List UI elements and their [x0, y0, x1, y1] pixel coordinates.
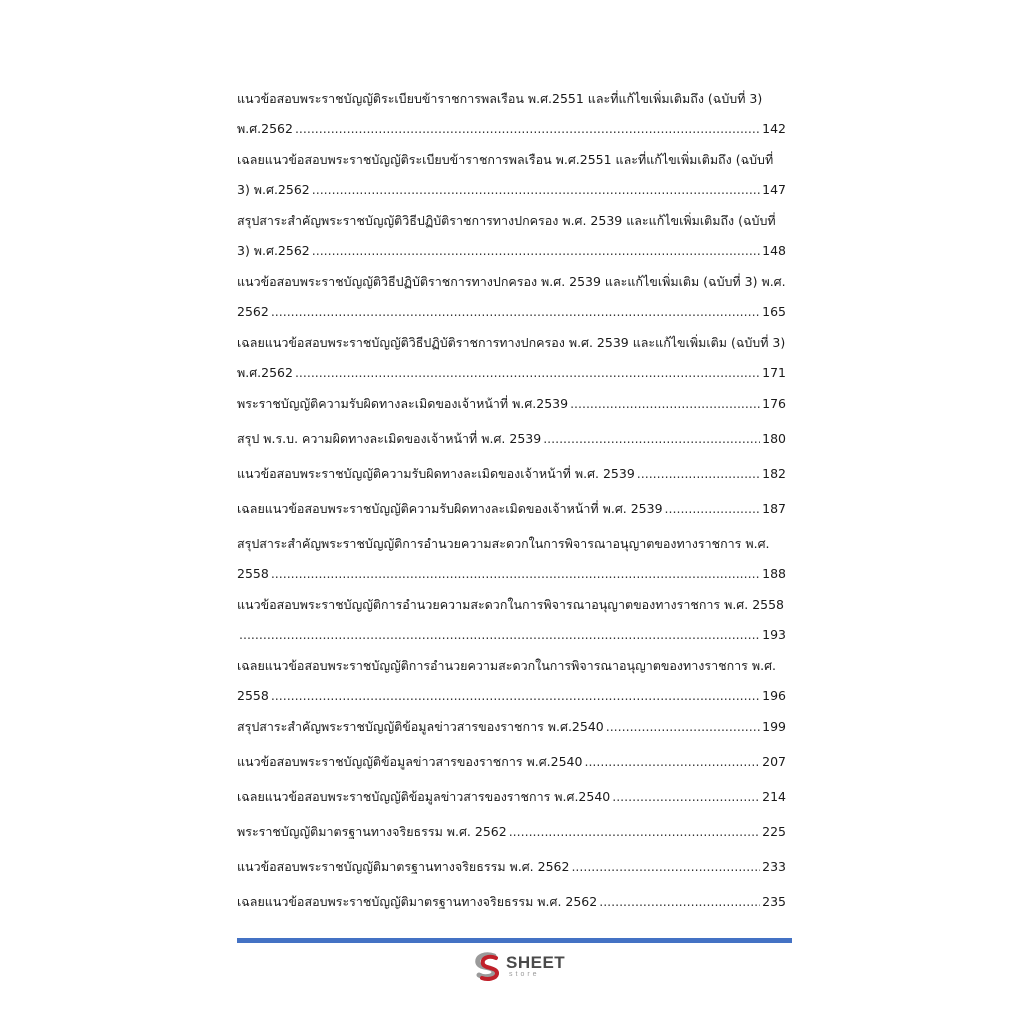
toc-entry-title: แนวข้อสอบพระราชบัญญัติความรับผิดทางละเมิดของเจ้าหน้าที่ พ.ศ. 2539: [237, 466, 635, 481]
toc-entry-title: สรุป พ.ร.บ. ความผิดทางละเมิดของเจ้าหน้าที่ พ.ศ. 2539: [237, 431, 542, 446]
toc-entry: [237, 529, 786, 590]
toc-entry: [237, 887, 786, 922]
toc-page-number: 148: [762, 243, 786, 258]
toc-entry-title: พระราชบัญญัติมาตรฐานทางจริยธรรม พ.ศ. 2562: [237, 824, 507, 839]
toc-entry-leader-line: [237, 620, 786, 650]
toc-entry-leader-line: [237, 852, 786, 882]
toc-page-number: 188: [762, 566, 786, 581]
toc-entry-leader-line: [237, 459, 786, 489]
toc-entry-title: เฉลยแนวข้อสอบพระราชบัญญัติความรับผิดทางละเมิดของเจ้าหน้าที่ พ.ศ. 2539: [237, 501, 663, 516]
toc-dot-leader: [295, 358, 760, 388]
table-of-contents: [237, 84, 786, 922]
logo-sub-text: store: [509, 971, 540, 978]
toc-entry-leader-line: [237, 681, 786, 711]
toc-entry: [237, 852, 786, 887]
toc-dot-leader: [239, 620, 760, 650]
toc-page-number: 147: [762, 182, 786, 197]
toc-entry-title-line: แนวข้อสอบพระราชบัญญัติวิธีปฏิบัติราชการทางปกครอง พ.ศ. 2539 และแก้ไขเพิ่มเติม (ฉบับที่ 3) พ.ศ.: [237, 274, 786, 289]
toc-entry-title: 2562: [237, 304, 269, 319]
toc-entry-title: พ.ศ.2562: [237, 365, 293, 380]
toc-entry-leader-line: [237, 747, 786, 777]
toc-page-number: 165: [762, 304, 786, 319]
toc-entry-title: 2558: [237, 566, 269, 581]
toc-page-number: 193: [762, 627, 786, 642]
toc-page-number: 233: [762, 859, 786, 874]
toc-entry-title: เฉลยแนวข้อสอบพระราชบัญญัติข้อมูลข่าวสารของราชการ พ.ศ.2540: [237, 789, 611, 804]
toc-entry-title: สรุปสาระสำคัญพระราชบัญญัติข้อมูลข่าวสารของราชการ พ.ศ.2540: [237, 719, 604, 734]
toc-entry-leader-line: [237, 389, 786, 419]
toc-page-number: 235: [762, 894, 786, 909]
toc-entry: [237, 712, 786, 747]
toc-entry: [237, 424, 786, 459]
toc-dot-leader: [295, 114, 760, 144]
toc-dot-leader: [665, 494, 761, 524]
sheet-store-logo: [472, 952, 565, 982]
toc-entry: [237, 206, 786, 267]
toc-entry-leader-line: [237, 175, 786, 205]
toc-entry-title: พ.ศ.2562: [237, 121, 293, 136]
toc-entry-title-line: เฉลยแนวข้อสอบพระราชบัญญัติวิธีปฏิบัติราชการทางปกครอง พ.ศ. 2539 และแก้ไขเพิ่มเติม (ฉบับที่ 3): [237, 335, 786, 350]
toc-dot-leader: [509, 817, 760, 847]
toc-page-number: 182: [762, 466, 786, 481]
toc-entry: [237, 651, 786, 712]
toc-entry-leader-line: [237, 817, 786, 847]
toc-dot-leader: [312, 175, 760, 205]
toc-entry-leader-line: [237, 236, 786, 266]
toc-page-number: 180: [762, 431, 786, 446]
toc-entry: [237, 782, 786, 817]
toc-entry-leader-line: [237, 782, 786, 812]
toc-entry-title-line: เฉลยแนวข้อสอบพระราชบัญญัติระเบียบข้าราชการพลเรือน พ.ศ.2551 และที่แก้ไขเพิ่มเติมถึง (ฉบับที่: [237, 152, 774, 167]
toc-dot-leader: [570, 389, 760, 419]
toc-entry-leader-line: [237, 494, 786, 524]
toc-entry-leader-line: [237, 424, 786, 454]
toc-dot-leader: [543, 424, 760, 454]
toc-dot-leader: [584, 747, 760, 777]
toc-entry: [237, 84, 786, 145]
toc-entry: [237, 747, 786, 782]
toc-entry-leader-line: [237, 887, 786, 917]
toc-entry-title-line: แนวข้อสอบพระราชบัญญัติการอำนวยความสะดวกในการพิจารณาอนุญาตของทางราชการ พ.ศ. 2558: [237, 597, 785, 612]
toc-page-number: 196: [762, 688, 786, 703]
toc-entry: [237, 389, 786, 424]
toc-dot-leader: [271, 297, 760, 327]
toc-entry-title: แนวข้อสอบพระราชบัญญัติข้อมูลข่าวสารของราชการ พ.ศ.2540: [237, 754, 583, 769]
toc-entry-leader-line: [237, 712, 786, 742]
toc-entry-title: 2558: [237, 688, 269, 703]
toc-page-number: 199: [762, 719, 786, 734]
toc-entry-title-line: สรุปสาระสำคัญพระราชบัญญัติการอำนวยความสะดวกในการพิจารณาอนุญาตของทางราชการ พ.ศ.: [237, 536, 770, 551]
toc-dot-leader: [271, 559, 760, 589]
toc-dot-leader: [571, 852, 760, 882]
toc-dot-leader: [637, 459, 760, 489]
toc-entry: [237, 267, 786, 328]
toc-entry-title: เฉลยแนวข้อสอบพระราชบัญญัติมาตรฐานทางจริยธรรม พ.ศ. 2562: [237, 894, 598, 909]
toc-dot-leader: [599, 887, 760, 917]
sheet-store-logo-icon: [472, 952, 504, 982]
footer-divider: [237, 938, 792, 943]
toc-page-number: 171: [762, 365, 786, 380]
toc-entry: [237, 459, 786, 494]
toc-entry-title-line: แนวข้อสอบพระราชบัญญัติระเบียบข้าราชการพลเรือน พ.ศ.2551 และที่แก้ไขเพิ่มเติมถึง (ฉบับที่ 3): [237, 91, 763, 106]
toc-entry: [237, 590, 786, 651]
toc-entry-title: 3) พ.ศ.2562: [237, 182, 310, 197]
toc-dot-leader: [612, 782, 760, 812]
logo-brand-text: SHEET: [506, 953, 566, 972]
toc-page-number: 225: [762, 824, 786, 839]
toc-entry-title: พระราชบัญญัติความรับผิดทางละเมิดของเจ้าหน้าที่ พ.ศ.2539: [237, 396, 569, 411]
toc-page-number: 176: [762, 396, 786, 411]
toc-entry-title-line: เฉลยแนวข้อสอบพระราชบัญญัติการอำนวยความสะดวกในการพิจารณาอนุญาตของทางราชการ พ.ศ.: [237, 658, 776, 673]
toc-entry-leader-line: [237, 358, 786, 388]
toc-entry-title-line: สรุปสาระสำคัญพระราชบัญญัติวิธีปฏิบัติราชการทางปกครอง พ.ศ. 2539 และแก้ไขเพิ่มเติมถึง (ฉบับที่: [237, 213, 776, 228]
toc-dot-leader: [606, 712, 760, 742]
toc-dot-leader: [271, 681, 760, 711]
toc-page-number: 142: [762, 121, 786, 136]
toc-entry-leader-line: [237, 297, 786, 327]
toc-page-number: 214: [762, 789, 786, 804]
toc-entry: [237, 494, 786, 529]
toc-entry-leader-line: [237, 559, 786, 589]
toc-entry-title: แนวข้อสอบพระราชบัญญัติมาตรฐานทางจริยธรรม พ.ศ. 2562: [237, 859, 570, 874]
toc-entry-title: 3) พ.ศ.2562: [237, 243, 310, 258]
toc-page-number: 187: [762, 501, 786, 516]
toc-entry-leader-line: [237, 114, 786, 144]
toc-entry: [237, 145, 786, 206]
toc-page-number: 207: [762, 754, 786, 769]
toc-dot-leader: [312, 236, 760, 266]
toc-entry: [237, 328, 786, 389]
toc-entry: [237, 817, 786, 852]
